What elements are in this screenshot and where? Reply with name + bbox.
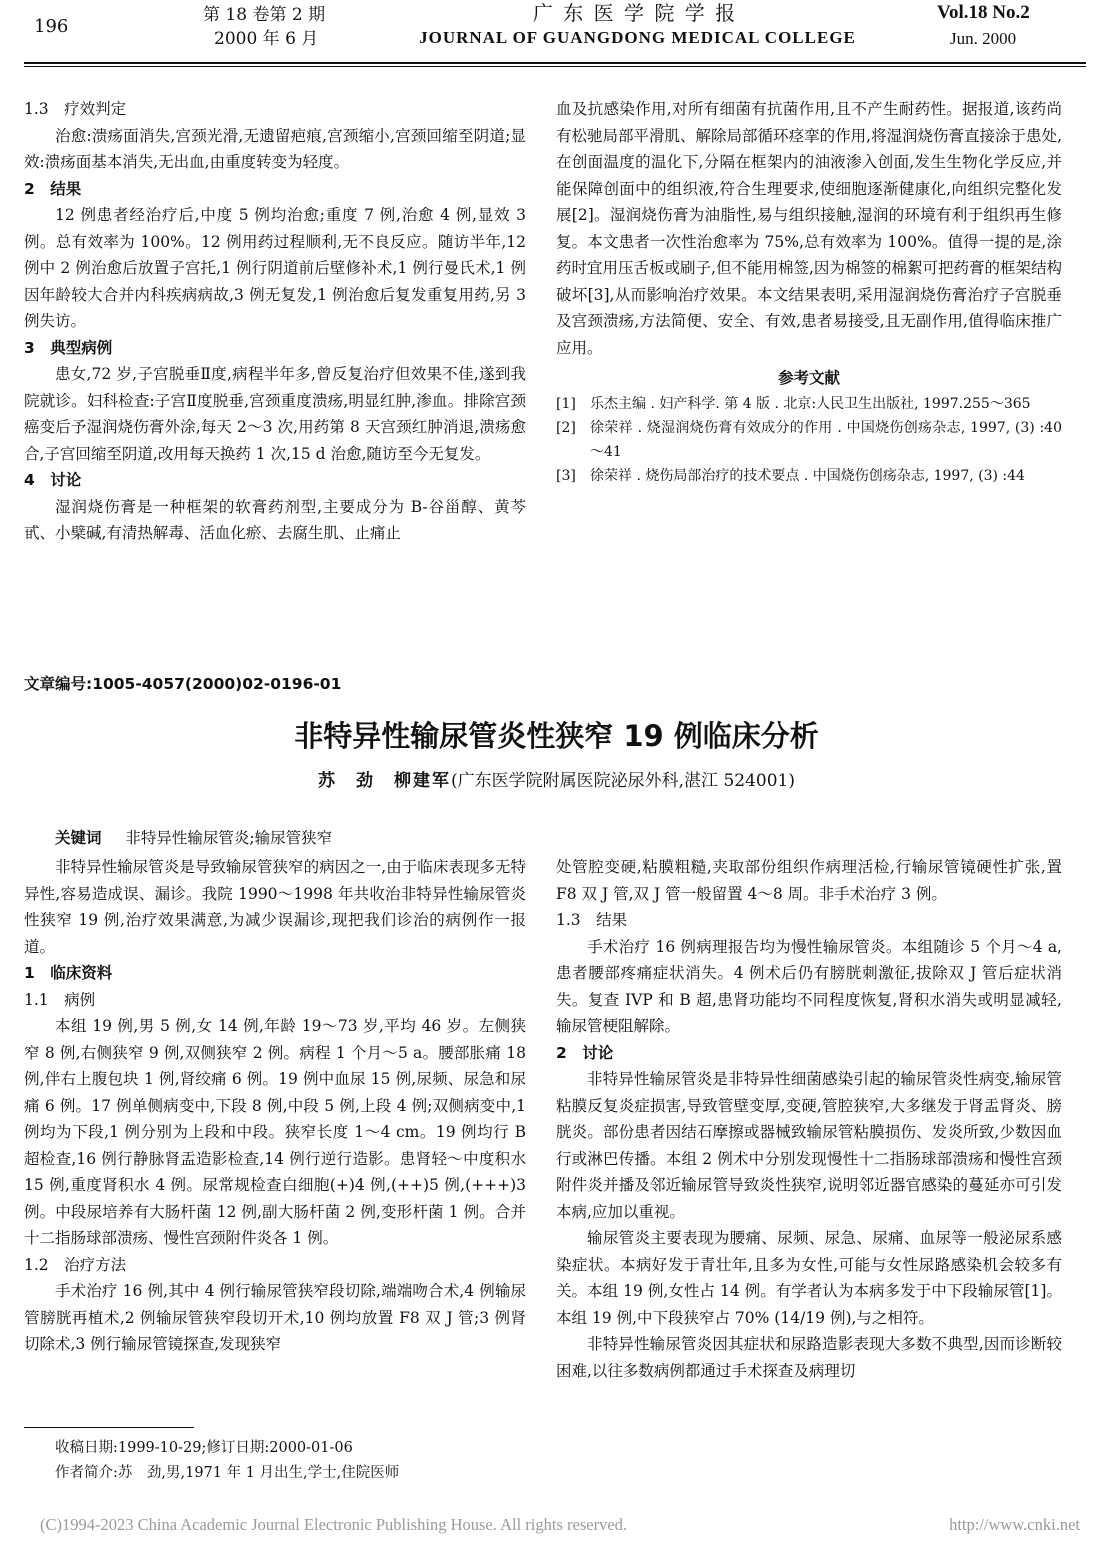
article-sub-results: 1.3 结果: [556, 911, 628, 929]
prev-para: 患女,72 岁,子宫脱垂Ⅱ度,病程半年多,曾反复治疗但效果不佳,遂到我院就诊。妇科检查:子宫Ⅱ度脱垂,宫颈重度溃疡,明显红肿,渗血。排除宫颈癌变后予湿润烧伤膏外涂,每天 2～3 次,用药第 8 天宫颈红肿消退,溃疡愈合,子宫回缩至阴道,改用每天换药 1 次,15 d 治愈,随访至今无复发。: [24, 365, 526, 463]
reference-number: [1]: [556, 395, 576, 412]
article-sub-treatment: 1.2 治疗方法: [24, 1255, 127, 1274]
article-right-column: [556, 854, 1062, 1384]
references-title: 参考文献: [777, 369, 840, 387]
header-rule: [24, 62, 1086, 64]
prev-para: 治愈:溃疡面消失,宫颈光滑,无遗留疤痕,宫颈缩小,宫颈回缩至阴道;显效:溃疡面基本消失,无出血,由重度转变为轻度。: [24, 126, 526, 171]
prev-para: 湿润烧伤膏是一种框架的软膏药剂型,主要成分为 B-谷甾醇、黄芩甙、小檗碱,有清热解毒、活血化瘀、去腐生肌、止痛止: [24, 497, 526, 542]
article-para: 非特异性输尿管炎是导致输尿管狭窄的病因之一,由于临床表现多无特异性,容易造成误、漏诊。我院 1990～1998 年共收治非特异性输尿管炎性狭窄 19 例,治疗效果满意,为减少误漏诊,现把我们诊治的病例作一报道。: [24, 858, 526, 956]
reference-number: [2]: [556, 419, 576, 436]
reference-item: [556, 392, 1062, 416]
prev-sub-1-3: 1.3 疗效判定: [24, 100, 127, 118]
article-para: 输尿管炎主要表现为腰痛、尿频、尿急、尿痛、血尿等一般泌尿系感染症状。本病好发于青壮年,且多为女性,可能与女性尿路感染机会较多有关。本组 19 例,女性占 14 例。有学者认为本病多发于中下段输尿管[1]。本组 19 例,中下段狭窄占 70% (14/19 例),与之相符。: [556, 1229, 1062, 1327]
reference-text: 乐杰主编 . 妇产科学. 第 4 版 . 北京:人民卫生出版社, 1997.255～365: [590, 395, 1031, 412]
article-para: 非特异性输尿管炎因其症状和尿路造影表现大多数不典型,因而诊断较困难,以往多数病例都通过手术探查及病理切: [556, 1335, 1062, 1380]
prev-sec-case: 3 典型病例: [24, 338, 113, 357]
prev-left-column: [24, 96, 526, 547]
keywords-text: 非特异性输尿管炎;输尿管狭窄: [125, 829, 333, 847]
received-dates: 收稿日期:1999-10-29;修订日期:2000-01-06: [55, 1440, 353, 1456]
prev-para-cont: 血及抗感染作用,对所有细菌有抗菌作用,且不产生耐药性。据报道,该药尚有松驰局部平滑肌、解除局部循环痉挛的作用,将湿润烧伤膏直接涂于患处,在创面温度的温化下,分隔在框架内的油液渗入创面,发生生物化学反应,并能保障创面中的组织液,符合生理要求,使细胞逐渐健康化,向组织完整化发展[2]。湿润烧伤膏为油脂性,易与组织接触,湿润的环境有利于组织再生修复。本文患者一次性治愈率为 75%,总有效率为 100%。值得一提的是,涂药时宜用压舌板或刷子,但不能用棉签,因为棉签的棉絮可把药膏的框架结构破坏[3],从而影响治疗效果。本文结果表明,采用湿润烧伤膏治疗子宫脱垂及宫颈溃疡,方法简便、安全、有效,患者易接受,且无副作用,值得临床推广应用。: [556, 100, 1062, 357]
article-para-cont: 处管腔变硬,粘膜粗糙,夹取部份组织作病理活检,行输尿管镜硬性扩张,置 F8 双 J 管,双 J 管一般留置 4～8 周。非手术治疗 3 例。: [556, 858, 1062, 903]
article-para: 手术治疗 16 例,其中 4 例行输尿管狭窄段切除,端端吻合术,4 例输尿管膀胱再植术,2 例输尿管狭窄段切开术,10 例均放置 F8 双 J 管;3 例肾切除术,3 例行输尿管镜探查,发现狭窄: [24, 1282, 526, 1353]
keywords-label: 关键词: [55, 829, 102, 847]
date-en: Jun. 2000: [950, 29, 1017, 48]
footnote-rule: [24, 1427, 194, 1428]
page-number: 196: [34, 16, 69, 37]
article-para: 手术治疗 16 例病理报告均为慢性输尿管炎。本组随诊 5 个月～4 a,患者腰部疼痛症状消失。4 例术后仍有膀胱刺激征,拔除双 J 管后症状消失。复查 IVP 和 B 超,患肾功能均不同程度恢复,肾积水消失或明显减轻,输尿管梗阻解除。: [556, 937, 1062, 1035]
author-names: 苏 劲 柳建军: [318, 771, 452, 791]
reference-item: [556, 464, 1062, 488]
article-left-column: [24, 854, 526, 1358]
reference-item: [556, 416, 1062, 464]
article-title: 非特异性输尿管炎性狭窄 19 例临床分析: [294, 719, 819, 753]
article-sec-clinical: 1 临床资料: [24, 964, 113, 982]
journal-title-cn: 广 东 医 学 院 学 报: [532, 1, 738, 25]
cnki-url[interactable]: http://www.cnki.net: [949, 1515, 1080, 1534]
volume-cn: 第 18 卷第 2 期: [203, 5, 326, 25]
reference-text: 徐荣祥 . 烧伤局部治疗的技术要点 . 中国烧伤创疡杂志, 1997, (3) :44: [590, 467, 1025, 484]
prev-para: 12 例患者经治疗后,中度 5 例均治愈;重度 7 例,治愈 4 例,显效 3 例。总有效率为 100%。12 例用药过程顺利,无不良反应。随访半年,12 例中 2 例治愈后放置子宫托,1 例行阴道前后壁修补术,1 例行曼氏术,1 例因年龄较大合并内科疾病病故,3 例无复发,1 例治愈后复发重复用药,另 3 例失访。: [24, 206, 526, 330]
date-cn: 2000 年 6 月: [214, 29, 319, 49]
reference-number: [3]: [556, 467, 576, 484]
copyright-text: (C)1994-2023 China Academic Journal Electronic Publishing House. All rights reserved.: [40, 1515, 628, 1534]
header-rule-thin: [24, 66, 1086, 67]
author-affiliation: (广东医学院附属医院泌尿外科,湛江 524001): [451, 771, 795, 791]
copyright-footer: [40, 1515, 1080, 1535]
article-sub-cases: 1.1 病例: [24, 990, 96, 1009]
article-para: 本组 19 例,男 5 例,女 14 例,年龄 19～73 岁,平均 46 岁。左侧狭窄 8 例,右侧狭窄 9 例,双侧狭窄 2 例。病程 1 个月～5 a。腰部胀痛 18 例,伴右上腹包块 1 例,肾绞痛 6 例。19 例中血尿 15 例,尿频、尿急和尿痛 6 例。17 例单侧病变中,下段 8 例,中段 5 例,上段 4 例;双侧病变中,1 例均为下段,1 例分别为上段和中段。狭窄长度 1～4 cm。19 例均行 B 超检查,16 例行静脉肾盂造影检查,14 例行逆行造影。患肾轻～中度积水 15 例,重度肾积水 4 例。尿常规检查白细胞(+)4 例,(++)5 例,(+++)3 例。中段尿培养有大肠杆菌 12 例,副大肠杆菌 2 例,变形杆菌 1 例。合并十二指肠球部溃疡、慢性宫颈附件炎各 1 例。: [24, 1017, 526, 1247]
prev-right-column: [556, 96, 1062, 488]
author-intro: 作者简介:苏 劲,男,1971 年 1 月出生,学士,住院医师: [55, 1465, 400, 1481]
reference-text: 徐荣祥 . 烧湿润烧伤膏有效成分的作用 . 中国烧伤创疡杂志, 1997, (3) :40～41: [590, 419, 1062, 460]
article-para: 非特异性输尿管炎是非特异性细菌感染引起的输尿管炎性病变,输尿管粘膜反复炎症损害,导致管壁变厚,变硬,管腔狭窄,大多继发于肾盂肾炎、膀胱炎。部份患者因结石摩擦或器械致输尿管粘膜损伤、发炎所致,少数因血行或淋巴传播。本组 2 例术中分别发现慢性十二指肠球部溃疡和慢性宫颈附件炎并播及邻近输尿管导致炎性狭窄,说明邻近器官感染的蔓延亦可引发本病,应加以重视。: [556, 1070, 1062, 1221]
prev-sec-results: 2 结果: [24, 179, 82, 198]
article-number: 文章编号:1005-4057(2000)02-0196-01: [24, 675, 342, 693]
journal-title-en: JOURNAL OF GUANGDONG MEDICAL COLLEGE: [419, 28, 856, 47]
authors-line: [0, 766, 1113, 791]
keywords-line: [55, 826, 332, 848]
prev-sec-discussion: 4 讨论: [24, 471, 82, 489]
article-sec-discussion: 2 讨论: [556, 1043, 614, 1062]
volume-en: Vol.18 No.2: [937, 2, 1030, 23]
